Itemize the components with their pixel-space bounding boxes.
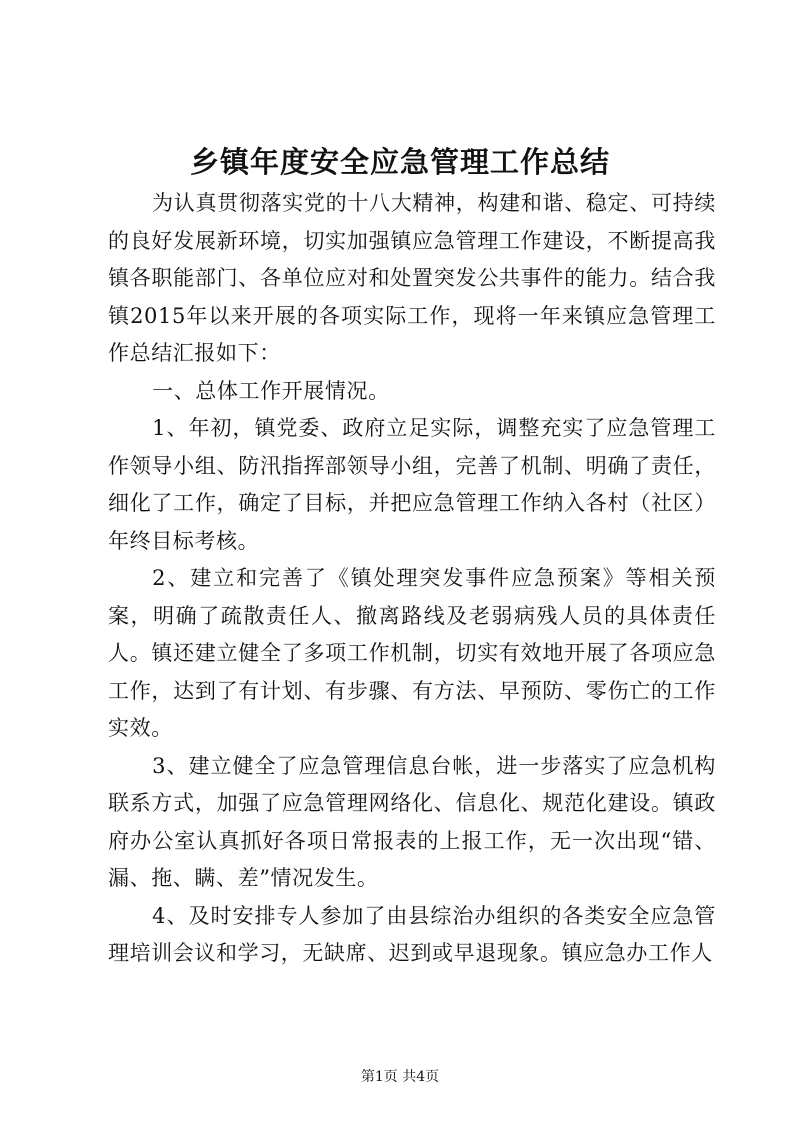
page-footer: 第1页 共4页	[360, 1069, 440, 1085]
paragraph-item-1: 1、年初，镇党委、政府立足实际，调整充实了应急管理工作领导小组、防汛指挥部领导小组，完善了机制、明确了责任，细化了工作，确定了目标，并把应急管理工作纳入各村（社区）年终目标考核。	[108, 416, 716, 553]
document-body	[108, 185, 716, 973]
document-title: 乡镇年度安全应急管理工作总结	[189, 145, 610, 179]
paragraph-section-heading: 一、总体工作开展情况。	[152, 378, 390, 403]
paragraph-item-4: 4、及时安排专人参加了由县综治办组织的各类安全应急管理培训会议和学习，无缺席、迟到或早退现象。镇应急办工作人	[108, 903, 716, 965]
paragraph-intro: 为认真贯彻落实党的十八大精神，构建和谐、稳定、可持续的良好发展新环境，切实加强镇应急管理工作建设，不断提高我镇各职能部门、各单位应对和处置突发公共事件的能力。结合我镇2015年以来开展的各项实际工作，现将一年来镇应急管理工作总结汇报如下：	[108, 191, 716, 365]
paragraph-item-2: 2、建立和完善了《镇处理突发事件应急预案》等相关预案，明确了疏散责任人、撤离路线及老弱病残人员的具体责任人。镇还建立健全了多项工作机制，切实有效地开展了各项应急工作，达到了有计划、有步骤、有方法、早预防、零伤亡的工作实效。	[108, 566, 716, 740]
paragraph-item-3: 3、建立健全了应急管理信息台帐，进一步落实了应急机构联系方式，加强了应急管理网络化、信息化、规范化建设。镇政府办公室认真抓好各项日常报表的上报工作，无一次出现“错、漏、拖、瞒、差”情况发生。	[108, 753, 716, 890]
